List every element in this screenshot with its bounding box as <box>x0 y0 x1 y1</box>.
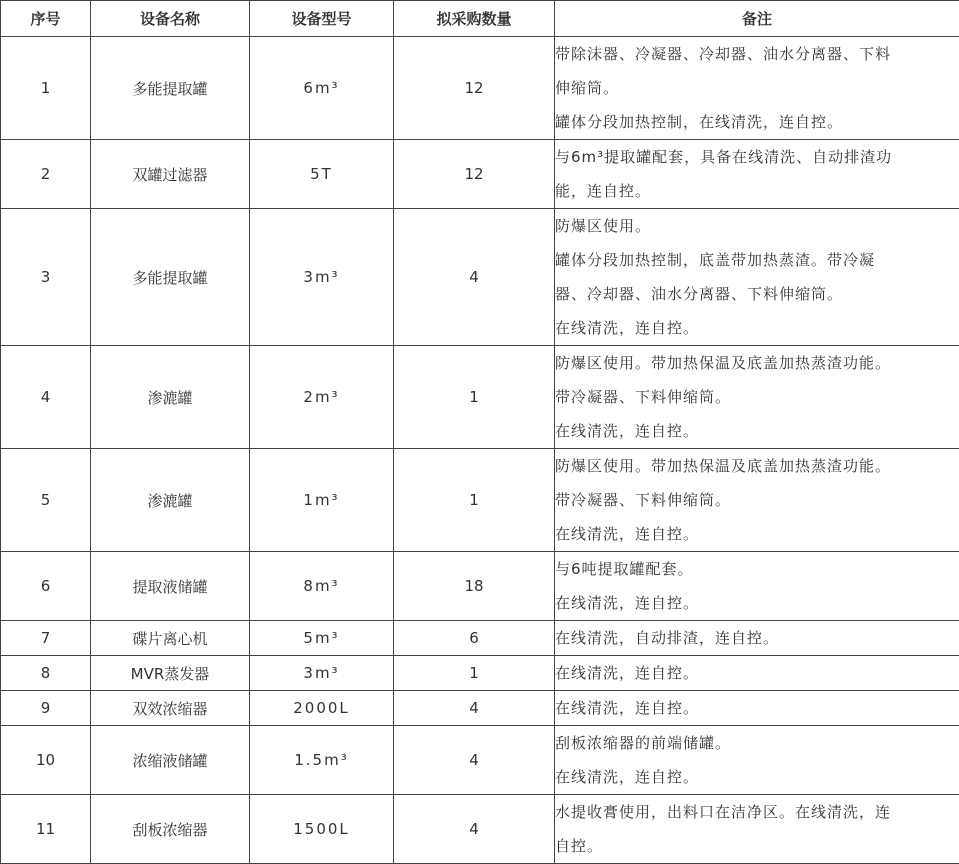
cell-name: 双效浓缩器 <box>91 691 250 726</box>
cell-notes <box>555 795 959 864</box>
table-row <box>1 691 959 726</box>
cell-qty: 18 <box>394 552 555 621</box>
cell-notes <box>555 726 959 795</box>
note-line: 防爆区使用。带加热保温及底盖加热蒸渣功能。 <box>555 346 959 380</box>
cell-notes <box>555 691 959 726</box>
cell-model: 5T <box>250 140 394 209</box>
cell-model: 2m³ <box>250 346 394 449</box>
cell-model: 8m³ <box>250 552 394 621</box>
note-line: 防爆区使用。带加热保温及底盖加热蒸渣功能。 <box>555 449 959 483</box>
cell-model: 5m³ <box>250 621 394 656</box>
note-line: 带冷凝器、下料伸缩筒。 <box>555 380 959 414</box>
header-no: 序号 <box>1 1 91 37</box>
cell-model: 2000L <box>250 691 394 726</box>
cell-name: MVR蒸发器 <box>91 656 250 691</box>
header-row <box>1 1 959 37</box>
cell-no: 8 <box>1 656 91 691</box>
note-line: 带除沫器、冷凝器、冷却器、油水分离器、下料 <box>555 37 959 71</box>
table-row <box>1 37 959 140</box>
cell-model: 6m³ <box>250 37 394 140</box>
cell-qty: 6 <box>394 621 555 656</box>
cell-name: 浓缩液储罐 <box>91 726 250 795</box>
note-line: 刮板浓缩器的前端储罐。 <box>555 726 959 760</box>
note-line: 在线清洗，自动排渣，连自控。 <box>555 621 959 655</box>
cell-qty: 12 <box>394 37 555 140</box>
cell-model: 1.5m³ <box>250 726 394 795</box>
cell-no: 4 <box>1 346 91 449</box>
cell-notes <box>555 552 959 621</box>
note-line: 罐体分段加热控制，在线清洗，连自控。 <box>555 105 959 139</box>
note-line: 在线清洗，连自控。 <box>555 517 959 551</box>
cell-name: 刮板浓缩器 <box>91 795 250 864</box>
note-line: 伸缩筒。 <box>555 71 959 105</box>
cell-notes <box>555 209 959 346</box>
table-row <box>1 209 959 346</box>
cell-notes <box>555 37 959 140</box>
note-line: 水提收膏使用，出料口在洁净区。在线清洗，连 <box>555 795 959 829</box>
table-row <box>1 140 959 209</box>
header-model: 设备型号 <box>250 1 394 37</box>
cell-qty: 4 <box>394 691 555 726</box>
note-line: 与6m³提取罐配套，具备在线清洗、自动排渣功 <box>555 140 959 174</box>
cell-notes <box>555 656 959 691</box>
cell-no: 3 <box>1 209 91 346</box>
cell-no: 10 <box>1 726 91 795</box>
note-line: 在线清洗，连自控。 <box>555 311 959 345</box>
header-notes: 备注 <box>555 1 959 37</box>
cell-no: 7 <box>1 621 91 656</box>
cell-qty: 1 <box>394 656 555 691</box>
cell-no: 5 <box>1 449 91 552</box>
cell-name: 多能提取罐 <box>91 209 250 346</box>
cell-no: 2 <box>1 140 91 209</box>
note-line: 在线清洗，连自控。 <box>555 656 959 690</box>
cell-name: 双罐过滤器 <box>91 140 250 209</box>
cell-qty: 1 <box>394 449 555 552</box>
cell-qty: 4 <box>394 795 555 864</box>
table-row <box>1 726 959 795</box>
cell-name: 提取液储罐 <box>91 552 250 621</box>
table-header <box>1 1 959 37</box>
note-line: 防爆区使用。 <box>555 209 959 243</box>
header-qty: 拟采购数量 <box>394 1 555 37</box>
note-line: 自控。 <box>555 829 959 863</box>
cell-notes <box>555 621 959 656</box>
cell-notes <box>555 140 959 209</box>
cell-model: 1m³ <box>250 449 394 552</box>
cell-notes <box>555 346 959 449</box>
table-row <box>1 795 959 864</box>
header-name: 设备名称 <box>91 1 250 37</box>
note-line: 器、冷却器、油水分离器、下料伸缩筒。 <box>555 277 959 311</box>
cell-name: 碟片离心机 <box>91 621 250 656</box>
cell-model: 3m³ <box>250 209 394 346</box>
cell-notes <box>555 449 959 552</box>
table-row <box>1 346 959 449</box>
note-line: 与6吨提取罐配套。 <box>555 552 959 586</box>
note-line: 在线清洗，连自控。 <box>555 691 959 725</box>
cell-no: 6 <box>1 552 91 621</box>
note-line: 在线清洗，连自控。 <box>555 760 959 794</box>
cell-no: 9 <box>1 691 91 726</box>
cell-name: 渗漉罐 <box>91 449 250 552</box>
cell-qty: 1 <box>394 346 555 449</box>
cell-qty: 12 <box>394 140 555 209</box>
note-line: 能，连自控。 <box>555 174 959 208</box>
cell-no: 1 <box>1 37 91 140</box>
table-row <box>1 552 959 621</box>
cell-qty: 4 <box>394 726 555 795</box>
table-body <box>1 37 959 864</box>
cell-name: 渗漉罐 <box>91 346 250 449</box>
note-line: 罐体分段加热控制，底盖带加热蒸渣。带冷凝 <box>555 243 959 277</box>
table-row <box>1 621 959 656</box>
note-line: 在线清洗，连自控。 <box>555 414 959 448</box>
cell-qty: 4 <box>394 209 555 346</box>
cell-name: 多能提取罐 <box>91 37 250 140</box>
cell-no: 11 <box>1 795 91 864</box>
cell-model: 3m³ <box>250 656 394 691</box>
table-row <box>1 449 959 552</box>
table-row <box>1 656 959 691</box>
cell-model: 1500L <box>250 795 394 864</box>
note-line: 带冷凝器、下料伸缩筒。 <box>555 483 959 517</box>
note-line: 在线清洗，连自控。 <box>555 586 959 620</box>
